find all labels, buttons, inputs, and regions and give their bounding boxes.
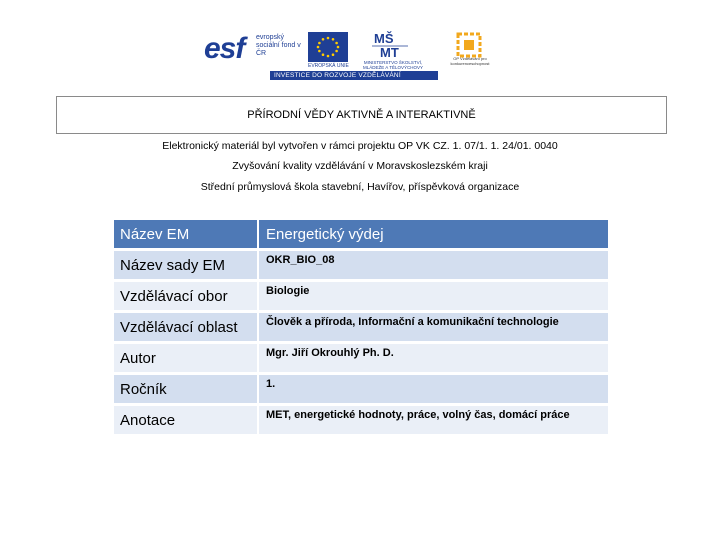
table-row bbox=[114, 282, 608, 310]
table-row-label: Autor bbox=[114, 344, 257, 372]
table-row-value: OKR_BIO_08 bbox=[259, 251, 608, 279]
table-row-label: Název sady EM bbox=[114, 251, 257, 279]
table-row-value: MET, energetické hodnoty, práce, volný čas, domácí práce bbox=[259, 406, 608, 434]
table-row-value: Biologie bbox=[259, 282, 608, 310]
table-row bbox=[114, 344, 608, 372]
metadata-table bbox=[114, 220, 608, 437]
page-title: PŘÍRODNÍ VĚDY AKTIVNĚ A INTERAKTIVNĚ bbox=[247, 109, 476, 121]
school-line: Střední průmyslová škola stavební, Havířov, příspěvková organizace bbox=[200, 181, 520, 193]
title-box bbox=[56, 96, 667, 134]
project-subtitle-line: Zvyšování kvality vzdělávání v Moravskoslezském kraji bbox=[232, 160, 488, 172]
op-label: OP Vzdělávání pro konkurenceschopnost bbox=[450, 56, 490, 66]
table-row-label: Anotace bbox=[114, 406, 257, 434]
eu-flag-icon bbox=[308, 32, 348, 62]
logo-banner bbox=[204, 30, 494, 82]
table-row bbox=[114, 406, 608, 434]
table-row-value: Mgr. Jiří Okrouhlý Ph. D. bbox=[259, 344, 608, 372]
msmt-logo-icon bbox=[370, 30, 410, 60]
svg-text:MT: MT bbox=[380, 45, 399, 60]
table-row-label: Vzdělávací obor bbox=[114, 282, 257, 310]
project-info-line: Elektronický materiál byl vytvořen v rámci projektu OP VK CZ. 1. 07/1. 1. 24/01. 0040 bbox=[162, 140, 558, 152]
table-header-value: Energetický výdej bbox=[259, 220, 608, 248]
table-row bbox=[114, 313, 608, 341]
table-row-label: Vzdělávací oblast bbox=[114, 313, 257, 341]
table-row bbox=[114, 251, 608, 279]
table-row-label: Ročník bbox=[114, 375, 257, 403]
table-header-label: Název EM bbox=[114, 220, 257, 248]
msmt-label: MINISTERSTVO ŠKOLSTVÍ, MLÁDEŽE A TĚLOVÝCHOVY bbox=[363, 60, 423, 70]
op-logo-icon bbox=[444, 32, 494, 72]
table-row-value: Člověk a příroda, Informační a komunikační technologie bbox=[259, 313, 608, 341]
eu-label: EVROPSKÁ UNIE bbox=[308, 63, 349, 69]
table-row bbox=[114, 375, 608, 403]
table-header-row bbox=[114, 220, 608, 248]
table-row-value: 1. bbox=[259, 375, 608, 403]
esf-logo bbox=[204, 32, 306, 70]
esf-logo-text: evropský sociální fond v ČR bbox=[256, 34, 301, 57]
svg-text:MŠ: MŠ bbox=[374, 31, 394, 46]
esf-logo-letters: esf bbox=[204, 32, 245, 65]
banner-strip-text: INVESTICE DO ROZVOJE VZDĚLÁVÁNÍ bbox=[274, 72, 401, 79]
